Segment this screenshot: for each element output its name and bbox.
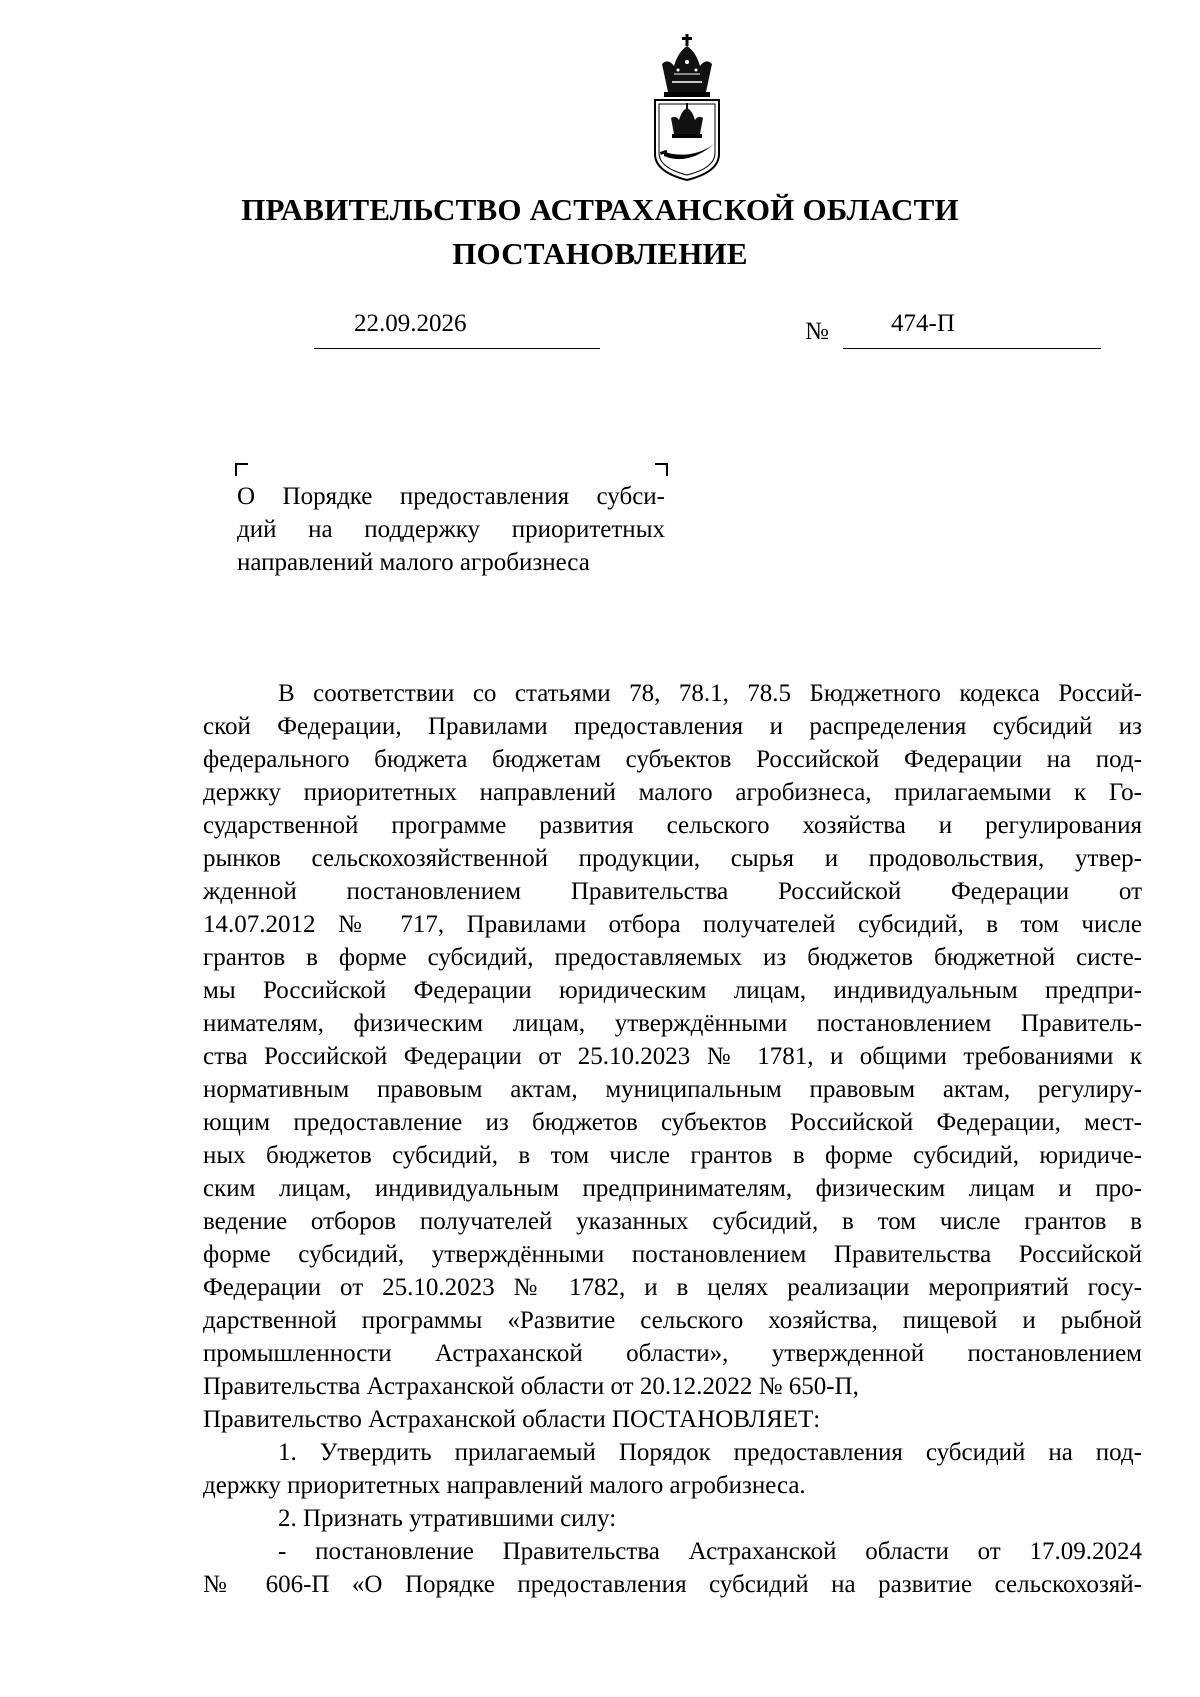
body-line: ющим предоставление из бюджетов субъектов Российской Федерации, мест- (203, 1109, 1142, 1136)
document-type: ПОСТАНОВЛЕНИЕ (452, 236, 748, 271)
date-field (314, 310, 600, 349)
body-line: промышленности Астраханской области», утвержденной постановлением (203, 1340, 1142, 1367)
number-sign: № (805, 318, 829, 345)
body-line: нимателям, физическим лицам, утверждёнными постановлением Правитель- (203, 1010, 1142, 1037)
body-line: № 606-П «О Порядке предоставления субсидий на развитие сельскохозяй- (203, 1571, 1142, 1598)
body-line: Правительство Астраханской области ПОСТАНОВЛЯЕТ: (203, 1406, 821, 1433)
body-line: рынков сельскохозяйственной продукции, сырья и продовольствия, утвер- (203, 845, 1142, 872)
body-line: 14.07.2012 № 717, Правилами отбора получателей субсидий, в том числе (203, 911, 1142, 938)
body-line: ства Российской Федерации от 25.10.2023 № 1781, и общими требованиями к (203, 1043, 1142, 1070)
coat-of-arms-emblem (648, 34, 726, 182)
body-line: В соответствии со статьями 78, 78.1, 78.5 Бюджетного кодекса Россий- (278, 680, 1142, 707)
body-line: федерального бюджета бюджетам субъектов Российской Федерации на под- (203, 746, 1142, 773)
body-line: ской Федерации, Правилами предоставления и распределения субсидий из (203, 713, 1142, 740)
document-date: 22.09.2026 (354, 310, 467, 337)
body-line: мы Российской Федерации юридическим лицам, индивидуальным предпри- (203, 977, 1142, 1004)
body-line: Правительства Астраханской области от 20.12.2022 № 650-П, (203, 1373, 859, 1400)
body-line: держку приоритетных направлений малого агробизнеса. (203, 1472, 806, 1499)
subject-title (237, 480, 665, 579)
body-line: ским лицам, индивидуальным предпринимателям, физическим лицам и про- (203, 1175, 1142, 1202)
subject-line: О Порядке предоставления субси- (237, 483, 665, 510)
body-line: ведение отборов получателей указанных субсидий, в том числе грантов в (203, 1208, 1142, 1235)
organization-name: ПРАВИТЕЛЬСТВО АСТРАХАНСКОЙ ОБЛАСТИ (241, 192, 959, 227)
subject-line: направлений малого агробизнеса (237, 549, 590, 576)
body-line: жденной постановлением Правительства Российской Федерации от (203, 878, 1142, 905)
body-line: ных бюджетов субсидий, в том числе грантов в форме субсидий, юридиче- (203, 1142, 1142, 1169)
body-line: держку приоритетных направлений малого агробизнеса, прилагаемыми к Го- (203, 779, 1142, 806)
document-number: 474-П (891, 310, 955, 337)
body-line: 2. Признать утратившими силу: (278, 1505, 617, 1532)
body-line: дарственной программы «Развитие сельского хозяйства, пищевой и рыбной (203, 1307, 1142, 1334)
body-text (203, 677, 1142, 1601)
body-line: грантов в форме субсидий, предоставляемых из бюджетов бюджетной систе- (203, 944, 1142, 971)
body-line: - постановление Правительства Астраханской области от 17.09.2024 (278, 1538, 1142, 1565)
title-corner-right (655, 463, 668, 476)
subject-line: дий на поддержку приоритетных (237, 516, 665, 543)
body-line: 1. Утвердить прилагаемый Порядок предоставления субсидий на под- (278, 1439, 1142, 1466)
body-line: сударственной программе развития сельского хозяйства и регулирования (203, 812, 1142, 839)
title-corner-left (235, 463, 248, 476)
number-field (843, 310, 1101, 349)
body-line: нормативным правовым актам, муниципальным правовым актам, регулиру- (203, 1076, 1142, 1103)
body-line: Федерации от 25.10.2023 № 1782, и в целях реализации мероприятий госу- (203, 1274, 1142, 1301)
body-line: форме субсидий, утверждёнными постановлением Правительства Российской (203, 1241, 1142, 1268)
